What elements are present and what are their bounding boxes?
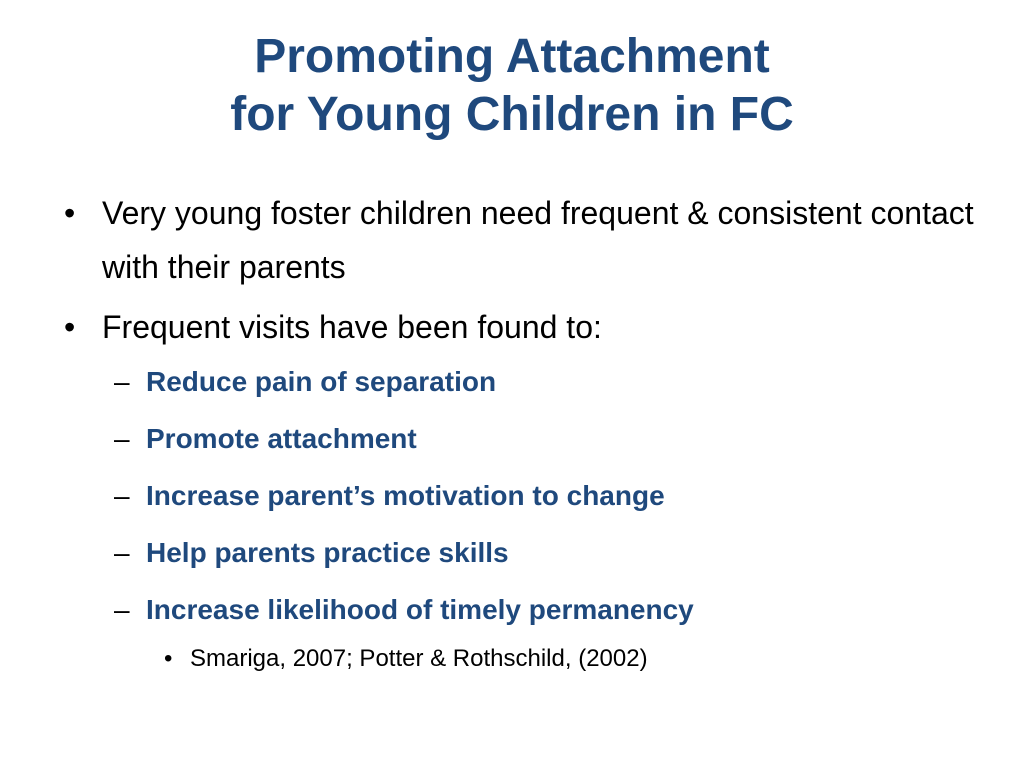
sub-bullet-item [60,533,980,573]
sub-bullet-text: Promote attachment [146,423,417,454]
sub-bullet-text: Reduce pain of separation [146,366,497,397]
title-line-2: for Young Children in FC [230,88,794,141]
bullet-item [60,186,980,294]
bullet-item [60,300,980,354]
dash-icon: – [114,537,130,568]
sub-bullet-text: Help parents practice skills [146,537,509,568]
bullet-text: Very young foster children need frequent & consistent contact with their parents [102,195,974,285]
bullet-text: Frequent visits have been found to: [102,309,602,345]
sub-bullet-item [60,590,980,630]
bullet-icon: • [164,645,173,672]
citation-item [60,643,980,675]
sub-bullet-item [60,419,980,459]
sub-bullet-item [60,362,980,402]
slide-title [40,28,984,144]
sub-bullet-text: Increase parent’s motivation to change [146,480,665,511]
sub-bullet-text: Increase likelihood of timely permanency [146,594,694,625]
slide-body [60,186,980,675]
dash-icon: – [114,423,130,454]
sub-bullet-item [60,476,980,516]
title-line-1: Promoting Attachment [254,30,770,83]
dash-icon: – [114,366,130,397]
bullet-icon: • [64,309,76,345]
bullet-icon: • [64,195,76,231]
dash-icon: – [114,480,130,511]
citation-text: Smariga, 2007; Potter & Rothschild, (2002) [190,645,648,672]
dash-icon: – [114,594,130,625]
